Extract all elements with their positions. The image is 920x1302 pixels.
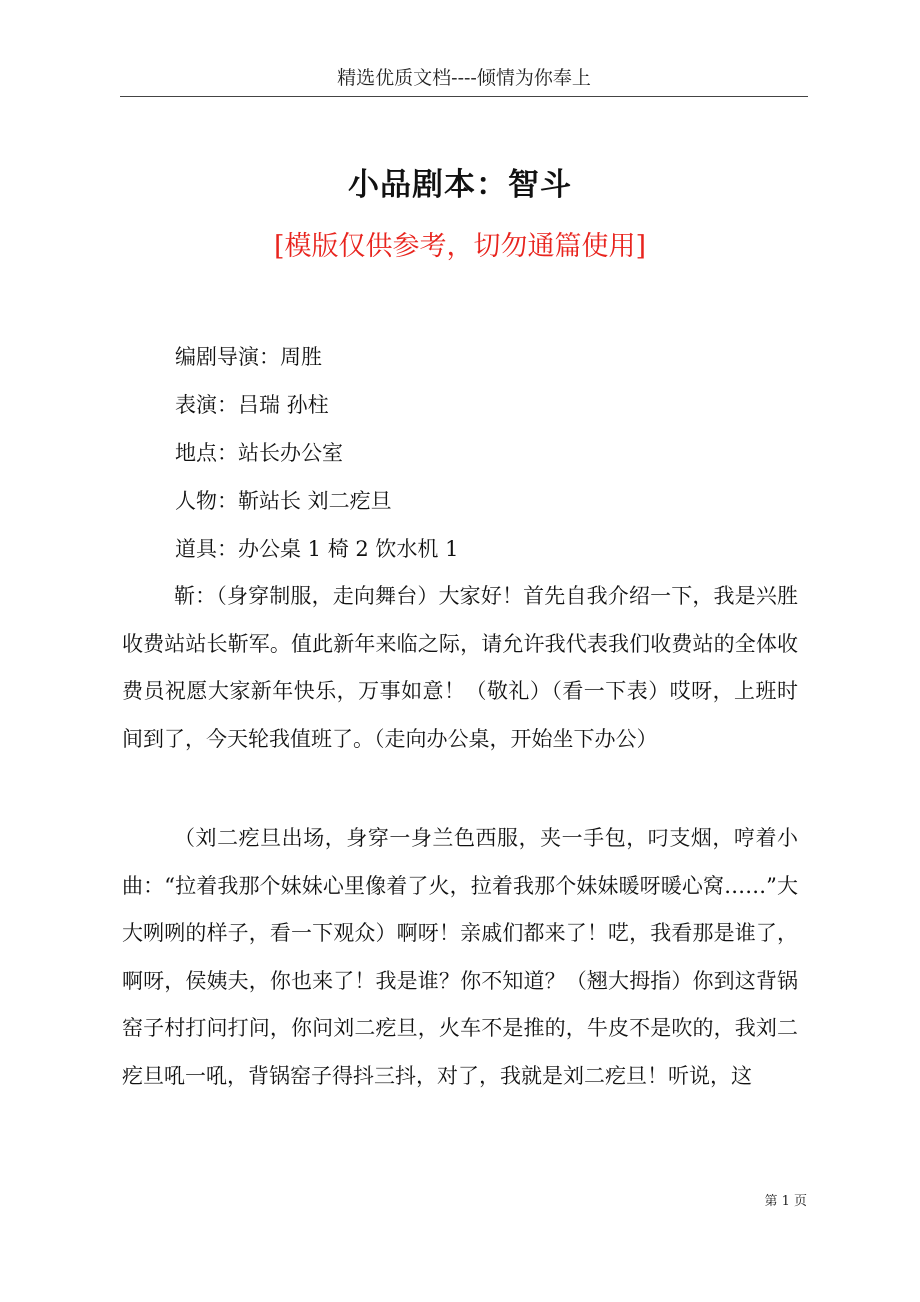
meta-director: 编剧导演：周胜 xyxy=(175,345,322,369)
paragraph-liu-entrance: （刘二疙旦出场，身穿一身兰色西服，夹一手包，叼支烟，哼着小曲：“拉着我那个妹妹心里像着了火，拉着我那个妹妹暖呀暖心窝……”大大咧咧的样子，看一下观众）啊呀！亲戚们都来了！呓，我看那是谁了，啊呀，侯姨夫，你也来了！我是谁？你不知道？（翘大拇指）你到这背锅窑子村打问打问，你问刘二疙旦，火车不是推的，牛皮不是吹的，我刘二疙旦吼一吼，背锅窑子得抖三抖，对了，我就是刘二疙旦！听说，这 xyxy=(122,826,798,1088)
page-header: 精选优质文档----倾情为你奉上 xyxy=(120,60,808,97)
meta-props: 道具：办公桌 1 椅 2 饮水机 1 xyxy=(175,537,459,561)
page-number: 第 1 页 xyxy=(764,1194,807,1209)
document-title: 小品剧本：智斗 xyxy=(348,167,572,203)
paragraph-opening: 靳：（身穿制服，走向舞台）大家好！首先自我介绍一下，我是兴胜收费站站长靳军。值此新年来临之际，请允许我代表我们收费站的全体收费员祝愿大家新年快乐，万事如意！（敬礼）（看一下表）哎呀，上班时间到了，今天轮我值班了。（走向办公桌，开始坐下办公） xyxy=(122,584,798,751)
document-subtitle: [模版仅供参考，切勿通篇使用] xyxy=(273,231,647,262)
meta-characters: 人物：靳站长 刘二疙旦 xyxy=(175,489,392,513)
meta-performers: 表演：吕瑞 孙柱 xyxy=(175,393,329,417)
meta-location: 地点：站长办公室 xyxy=(175,441,343,465)
